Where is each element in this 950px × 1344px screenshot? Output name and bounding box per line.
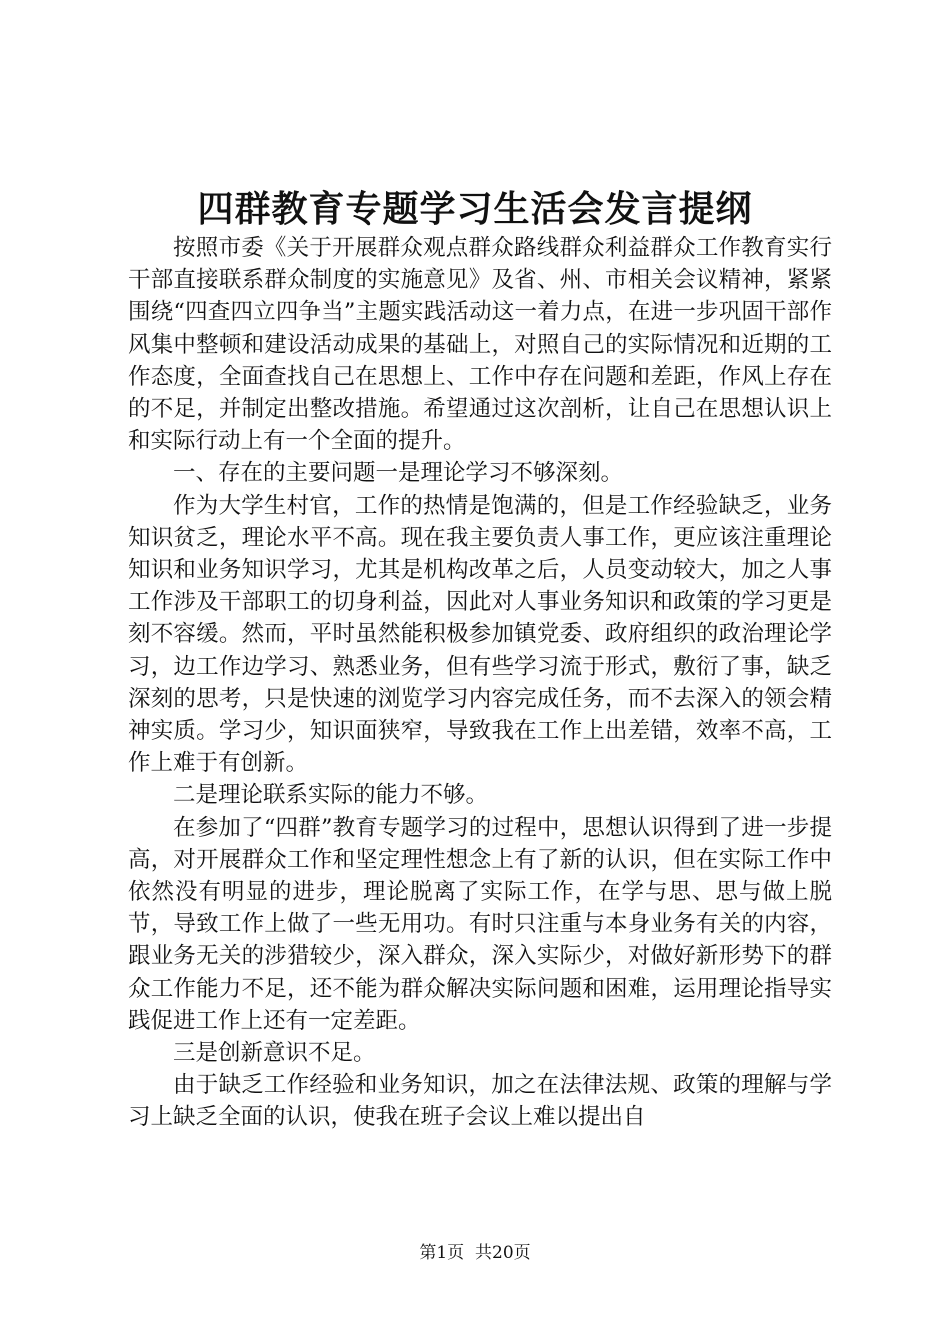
- paragraph-heading-problem-2: 二是理论联系实际的能力不够。: [173, 782, 489, 809]
- page-footer: [0, 1241, 950, 1265]
- paragraph-heading-problem-3: 三是创新意识不足。: [173, 1040, 376, 1067]
- paragraph-problem-1-detail: 作为大学生村官，工作的热情是饱满的，但是工作经验缺乏，业务知识贫乏，理论水平不高。现在我主要负责人事工作，更应该注重理论知识和业务知识学习，尤其是机构改革之后，人员变动较大，加之人事工作涉及干部职工的切身利益，因此对人事业务知识和政策的学习更是刻不容缓。然而，平时虽然能积极参加镇党委、政府组织的政治理论学习，边工作边学习、熟悉业务，但有些学习流于形式，敷衍了事，缺乏深刻的思考，只是快速的浏览学习内容完成任务，而不去深入的领会精神实质。学习少，知识面狭窄，导致我在工作上出差错，效率不高，工作上难于有创新。: [128, 492, 832, 777]
- page-total: 共20页: [475, 1243, 531, 1263]
- document-title: 四群教育专题学习生活会发言提纲: [197, 188, 753, 230]
- paragraph-heading-problem-1: 一、存在的主要问题一是理论学习不够深刻。: [173, 460, 624, 487]
- paragraph-problem-3-detail: 由于缺乏工作经验和业务知识，加之在法律法规、政策的理解与学习上缺乏全面的认识，使我在班子会议上难以提出自: [128, 1072, 832, 1131]
- paragraph-problem-2-detail: 在参加了“四群”教育专题学习的过程中，思想认识得到了进一步提高，对开展群众工作和坚定理性想念上有了新的认识，但在实际工作中依然没有明显的进步，理论脱离了实际工作，在学与思、思与做上脱节，导致工作上做了一些无用功。有时只注重与本身业务有关的内容，跟业务无关的涉猎较少，深入群众，深入实际少，对做好新形势下的群众工作能力不足，还不能为群众解决实际问题和困难，运用理论指导实践促进工作上还有一定差距。: [128, 814, 832, 1034]
- page-number: 第1页: [419, 1243, 465, 1263]
- paragraph-intro: 按照市委《关于开展群众观点群众路线群众利益群众工作教育实行干部直接联系群众制度的实施意见》及省、州、市相关会议精神，紧紧围绕“四查四立四争当”主题实践活动这一着力点，在进一步巩固干部作风集中整顿和建设活动成果的基础上，对照自己的实际情况和近期的工作态度，全面查找自己在思想上、工作中存在问题和差距，作风上存在的不足，并制定出整改措施。希望通过这次剖析，让自己在思想认识上和实际行动上有一个全面的提升。: [128, 235, 832, 455]
- document-body: [128, 232, 832, 1134]
